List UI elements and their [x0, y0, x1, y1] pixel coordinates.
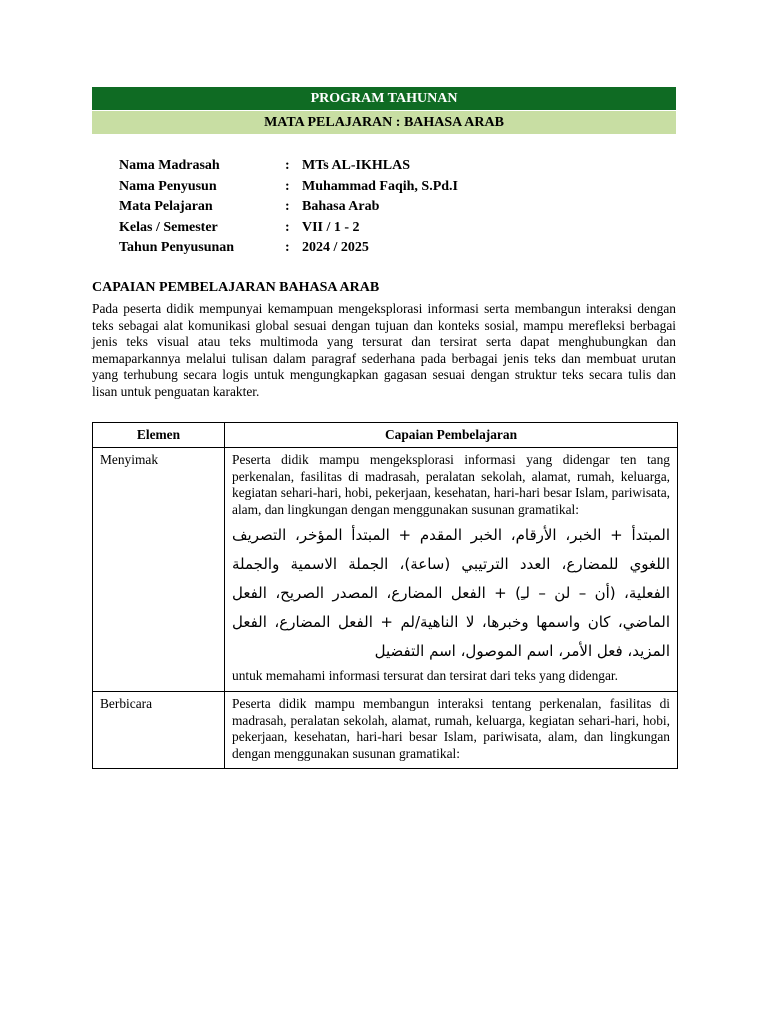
- identity-row-penyusun: [119, 177, 458, 198]
- identity-row-madrasah: [119, 156, 458, 177]
- arabic-grammar-list: المبتدأ + الخبر، الأرقام، الخبر المقدم + المبتدأ المؤخر، التصريف اللغوي للمضارع، العدد الترتيبي (ساعة)، الجملة الاسمية والجملة الفعلية، (أن – لن – لـِ) + الفعل المضارع، المصدر الصريح، الفعل الماضي، كان واسمها وخبرها، لا الناهية/لم + الفعل المضارع، الفعل المزيد، فعل الأمر، اسم الموصول، اسم التفضيل: [232, 526, 670, 661]
- table-row: [93, 691, 678, 768]
- identity-label: Mata Pelajaran: [119, 199, 213, 214]
- identity-separator: :: [285, 219, 290, 235]
- section-paragraph: Pada peserta didik mempunyai kemampuan mengeksplorasi informasi serta membangun interaksi dengan teks sebagai alat komunikasi global sesuai dengan tujuan dan konteks sosial, mampu merefleksi berbagai jenis teks visual atau teks multimoda yang tersurat dan tersirat serta dapat menghubungkan dan memaparkannya melalui tulisan dalam paragraf sederhana pada berbagai jenis teks dan membuat urutan yang terhubung secara logis untuk mengungkapkan gagasan sesuai dengan struktur teks secara tulis dan lisan untuk penguatan karakter.: [92, 301, 676, 399]
- section-title: CAPAIAN PEMBELAJARAN BAHASA ARAB: [92, 280, 380, 295]
- identity-value: 2024 / 2025: [302, 240, 369, 255]
- elemen-cell: Berbicara: [93, 691, 225, 768]
- capaian-text: Peserta didik mampu mengeksplorasi informasi yang didengar ten tang perkenalan, fasilitas di madrasah, peralatan sekolah, alamat, rumah, keluarga, kegiatan sehari-hari, hobi, pekerjaan, kesehatan, hari-hari besar Islam, pariwisata, alam, dan lingkungan dengan menggunakan susunan gramatikal:: [232, 452, 670, 517]
- identity-separator: :: [285, 178, 290, 194]
- identity-separator: :: [285, 199, 290, 214]
- capaian-text-after: untuk memahami informasi tersurat dan tersirat dari teks yang didengar.: [232, 668, 618, 684]
- elemen-cell: Menyimak: [93, 448, 225, 692]
- header-subtitle: MATA PELAJARAN : BAHASA ARAB: [92, 111, 676, 134]
- identity-row-tahun: [119, 238, 458, 259]
- identity-value: Bahasa Arab: [302, 199, 380, 214]
- capaian-text: Peserta didik mampu membangun interaksi tentang perkenalan, fasilitas di madrasah, peralatan sekolah, alamat, rumah, keluarga, kegiatan sehari-hari, hobi, pekerjaan, kesehatan, hari-hari besar Islam, pariwisata, alam, dan lingkungan dengan menggunakan susunan gramatikal:: [232, 695, 670, 761]
- identity-row-mapel: [119, 197, 458, 218]
- identity-value: VII / 1 - 2: [302, 219, 360, 235]
- identity-row-kelas: [119, 218, 458, 239]
- column-header-capaian: Capaian Pembelajaran: [225, 423, 678, 448]
- identity-block: [119, 156, 458, 259]
- identity-value: MTs AL-IKHLAS: [302, 158, 411, 173]
- identity-value: Muhammad Faqih, S.Pd.I: [302, 178, 458, 194]
- capaian-table: [92, 422, 678, 769]
- capaian-cell: [225, 691, 678, 768]
- identity-separator: :: [285, 240, 290, 255]
- table-row: [93, 448, 678, 692]
- identity-label: Nama Madrasah: [119, 158, 220, 173]
- table-header-row: [93, 423, 678, 448]
- identity-separator: :: [285, 158, 290, 173]
- capaian-cell: [225, 448, 678, 692]
- identity-label: Kelas / Semester: [119, 219, 218, 235]
- header-title: PROGRAM TAHUNAN: [92, 87, 676, 110]
- column-header-elemen: Elemen: [93, 423, 225, 448]
- identity-label: Nama Penyusun: [119, 178, 217, 194]
- identity-label: Tahun Penyusunan: [119, 240, 235, 255]
